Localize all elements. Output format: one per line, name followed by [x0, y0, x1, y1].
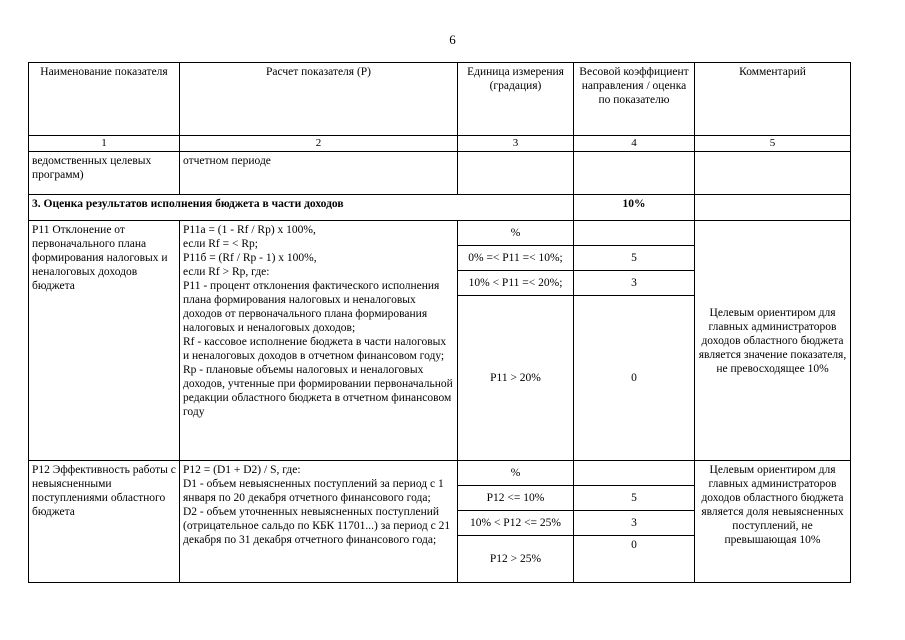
- p11-comment: Целевым ориентиром для главных администраторов доходов областного бюджета является значение показателя, не превосходящее 10%: [695, 221, 851, 461]
- header-name: Наименование показателя: [29, 63, 180, 136]
- continuation-calculation: отчетном периоде: [180, 152, 458, 195]
- header-unit: Единица измерения (градация): [458, 63, 574, 136]
- formula-line: P11 - процент отклонения фактического исполнения плана формирования налоговых и неналоговых доходов от первоначального плана формирования налоговых и неналоговых доходов;: [183, 280, 440, 334]
- column-number: 3: [458, 136, 574, 152]
- formula-line: P11a = (1 - Rf / Rp) x 100%,: [183, 224, 316, 236]
- p12-grade-score: 0: [574, 536, 695, 583]
- p12-name: P12 Эффективность работы с невыясненными поступлениями областного бюджета: [29, 461, 180, 583]
- section-row: [29, 195, 851, 221]
- p11-row-unit: [29, 221, 851, 246]
- p12-unit: %: [458, 461, 574, 486]
- p12-row-unit: [29, 461, 851, 486]
- formula-line: D1 - объем невыясненных поступлений за период с 1 января по 20 декабря отчетного финансового года;: [183, 478, 444, 504]
- formula-line: Rp - плановые объемы налоговых и неналоговых доходов, учтенные при формировании первоначальной редакции областного бюджета в отчетном финансовом году: [183, 364, 453, 418]
- continuation-name: ведомственных целевых программ): [29, 152, 180, 195]
- continuation-row: [29, 152, 851, 195]
- indicator-table: [28, 62, 851, 583]
- p11-grade-range: P11 > 20%: [458, 296, 574, 461]
- p11-grade-range: 10% < P11 =< 20%;: [458, 271, 574, 296]
- formula-line: P11б = (Rf / Rp - 1) x 100%,: [183, 252, 317, 264]
- formula-line: P12 = (D1 + D2) / S, где:: [183, 464, 301, 476]
- column-number: 1: [29, 136, 180, 152]
- p12-grade-score: 3: [574, 511, 695, 536]
- formula-line: если Rf = < Rp;: [183, 238, 258, 250]
- section-title: 3. Оценка результатов исполнения бюджета в части доходов: [29, 195, 574, 221]
- column-number: 5: [695, 136, 851, 152]
- formula-line: Rf - кассовое исполнение бюджета в части налоговых и неналоговых доходов в отчетном финансовом году;: [183, 336, 447, 362]
- p11-unit: %: [458, 221, 574, 246]
- column-number: 2: [180, 136, 458, 152]
- formula-line: если Rf > Rp, где:: [183, 266, 270, 278]
- p11-formula: [180, 221, 458, 461]
- p11-grade-score: 3: [574, 271, 695, 296]
- p11-grade-score: 0: [574, 296, 695, 461]
- p11-name: P11 Отклонение от первоначального плана формирования налоговых и неналоговых доходов бюджета: [29, 221, 180, 461]
- p12-grade-range: P12 <= 10%: [458, 486, 574, 511]
- header-comment: Комментарий: [695, 63, 851, 136]
- p12-grade-range: 10% < P12 <= 25%: [458, 511, 574, 536]
- p11-grade-score: 5: [574, 246, 695, 271]
- column-number: 4: [574, 136, 695, 152]
- page-number: 6: [449, 32, 456, 47]
- header-calculation: Расчет показателя (Р): [180, 63, 458, 136]
- header-row: [29, 63, 851, 136]
- formula-line: D2 - объем уточненных невыясненных поступлений (отрицательное сальдо по КБК 11701...) за период с 21 декабря по 31 декабря отчетного финансового года;: [183, 506, 451, 546]
- p12-formula: [180, 461, 458, 583]
- p12-grade-range: P12 > 25%: [458, 536, 574, 583]
- p12-comment: Целевым ориентиром для главных администраторов доходов областного бюджета является доля невыясненных поступлений, не превышающая 10%: [695, 461, 851, 583]
- column-number-row: [29, 136, 851, 152]
- header-weight: Весовой коэффициент направления / оценка по показателю: [574, 63, 695, 136]
- p11-grade-range: 0% =< P11 =< 10%;: [458, 246, 574, 271]
- p12-grade-score: 5: [574, 486, 695, 511]
- section-weight: 10%: [574, 195, 695, 221]
